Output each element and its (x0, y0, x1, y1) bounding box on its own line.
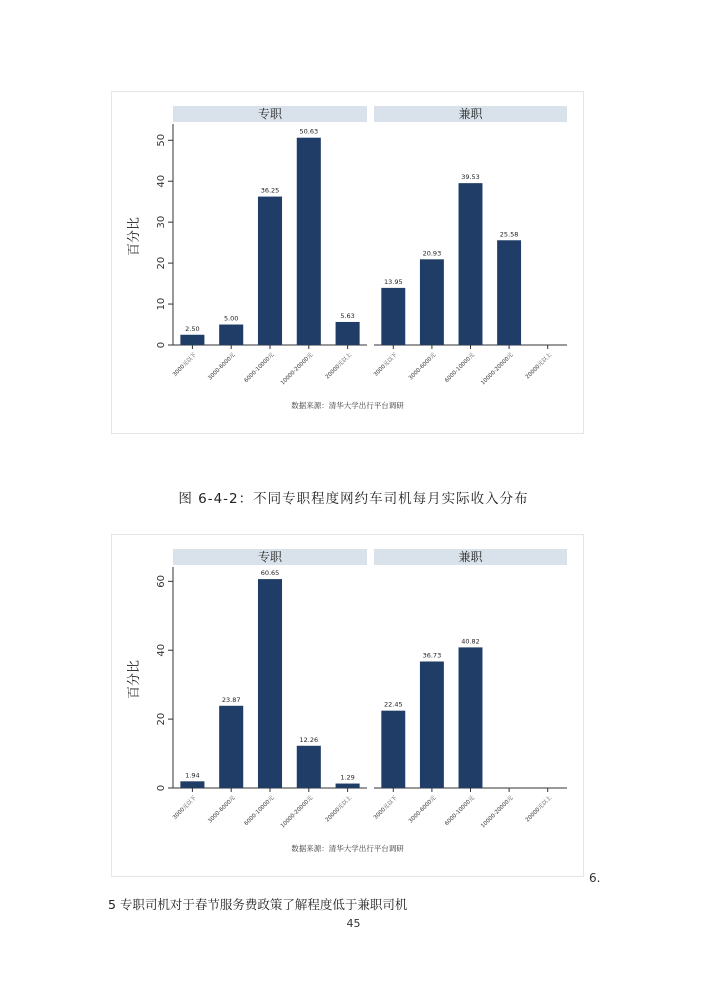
footnote-number: 6. (589, 871, 601, 885)
bar-chart-2 (112, 535, 583, 876)
x-tick-label: 3000元以下 (172, 795, 198, 821)
x-tick-label: 3000-6000元 (407, 352, 438, 382)
x-tick-label: 20000元以上 (324, 352, 354, 381)
x-tick-label: 3000-6000元 (207, 352, 237, 382)
y-tick-label: 40 (156, 174, 167, 188)
x-tick-label: 6000-10000元 (243, 352, 276, 384)
bar-value-label: 2.50 (185, 324, 200, 333)
bar (420, 259, 444, 345)
bar-value-label: 36.25 (260, 186, 280, 195)
bar (258, 579, 282, 788)
bar-value-label: 1.29 (340, 773, 355, 782)
bar-value-label: 39.53 (461, 173, 480, 182)
bar-value-label: 12.26 (299, 735, 319, 744)
source-note: 数据来源：清华大学出行平台调研 (291, 844, 404, 853)
x-tick-label: 6000-10000元 (243, 795, 276, 827)
y-tick-label: 0 (156, 784, 167, 792)
bar-chart-1 (112, 92, 583, 433)
bar (180, 781, 204, 788)
bar (420, 661, 444, 788)
bar (459, 647, 483, 788)
y-tick-label: 50 (156, 133, 167, 147)
panel-title: 兼职 (458, 107, 483, 121)
x-tick-label: 10000-20000元 (480, 352, 515, 387)
bar-value-label: 13.95 (383, 277, 403, 286)
y-tick-label: 60 (156, 574, 167, 588)
bar (459, 183, 483, 345)
figure-caption: 图 6-4-2：不同专职程度网约车司机每月实际收入分布 (178, 491, 529, 507)
bar (180, 335, 204, 345)
body-text: 5 专职司机对于春节服务费政策了解程度低于兼职司机 (108, 897, 408, 912)
x-tick-label: 20000元以上 (524, 795, 554, 824)
bar-value-label: 22.45 (383, 700, 403, 709)
x-tick-label: 3000元以下 (172, 352, 198, 378)
bar (336, 322, 360, 345)
bar (336, 784, 360, 788)
bar-value-label: 5.00 (223, 314, 239, 323)
x-tick-label: 10000-20000元 (279, 795, 315, 830)
panel-title: 专职 (257, 550, 283, 564)
panel-title: 专职 (257, 107, 283, 121)
bar-value-label: 40.82 (461, 637, 480, 646)
bar-value-label: 50.63 (299, 127, 319, 136)
bar (297, 138, 321, 345)
x-tick-label: 6000-10000元 (444, 795, 476, 827)
y-axis-label: 百分比 (127, 216, 142, 257)
figure-2 (111, 534, 584, 877)
bar (497, 240, 521, 345)
y-tick-label: 30 (156, 215, 167, 229)
bar-value-label: 25.58 (499, 230, 519, 239)
y-axis-label: 百分比 (127, 659, 142, 700)
bar (381, 711, 405, 788)
bar-value-label: 23.87 (221, 695, 241, 704)
source-note: 数据来源：清华大学出行平台调研 (291, 401, 404, 410)
x-tick-label: 20000元以上 (324, 795, 354, 824)
bar (258, 197, 282, 345)
x-tick-label: 6000-10000元 (444, 352, 476, 384)
bar-value-label: 36.73 (422, 651, 442, 660)
bar (219, 706, 243, 788)
x-tick-label: 20000元以上 (524, 352, 554, 381)
bar-value-label: 20.93 (422, 249, 442, 258)
y-tick-label: 20 (156, 712, 167, 726)
x-tick-label: 10000-20000元 (480, 795, 515, 830)
figure-1 (111, 91, 584, 434)
y-tick-label: 10 (156, 297, 167, 311)
bar (297, 746, 321, 788)
page-number: 45 (346, 917, 361, 930)
y-tick-label: 0 (156, 341, 167, 349)
x-tick-label: 3000元以下 (372, 795, 399, 821)
bar (219, 325, 243, 345)
panel-title: 兼职 (458, 550, 483, 564)
x-tick-label: 3000-6000元 (407, 795, 438, 825)
x-tick-label: 3000-6000元 (207, 795, 237, 825)
bar-value-label: 5.63 (340, 311, 355, 320)
y-tick-label: 40 (156, 643, 167, 657)
y-tick-label: 20 (156, 256, 167, 270)
x-tick-label: 10000-20000元 (279, 352, 315, 387)
x-tick-label: 3000元以下 (372, 352, 399, 378)
bar-value-label: 60.65 (260, 569, 280, 578)
bar-value-label: 1.94 (185, 771, 200, 780)
bar (381, 288, 405, 345)
